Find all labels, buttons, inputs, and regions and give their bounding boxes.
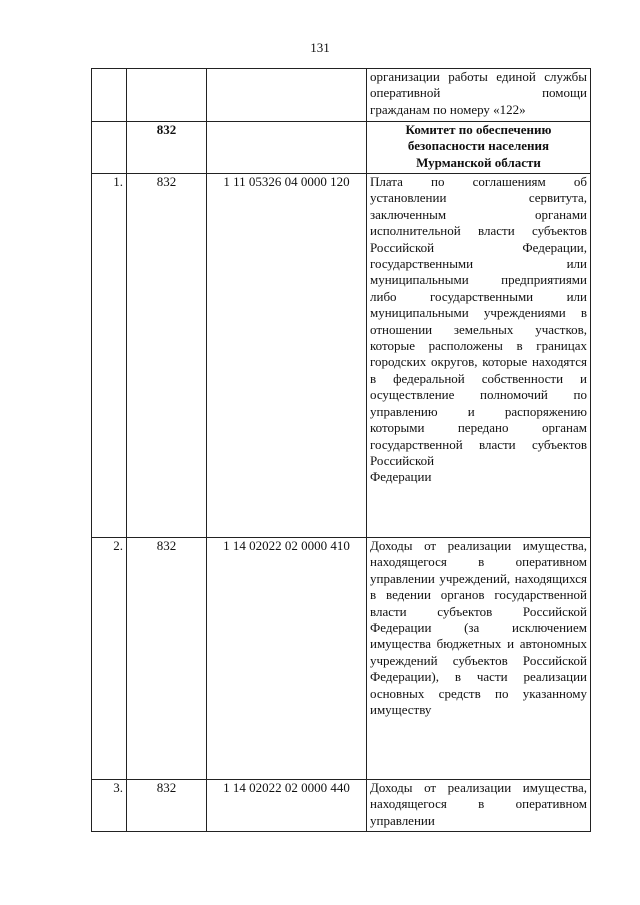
committee-name-line: безопасности населения xyxy=(407,138,550,154)
committee-name xyxy=(367,122,591,174)
table-row xyxy=(92,538,591,780)
admin-code: 832 xyxy=(127,174,207,538)
budget-classification-code: 1 11 05326 04 0000 120 xyxy=(207,174,367,538)
admin-code: 832 xyxy=(127,780,207,832)
revenue-description xyxy=(367,174,591,538)
admin-code: 832 xyxy=(127,122,207,174)
row-number: 1. xyxy=(92,174,127,538)
description-last-line: гражданам по номеру «122» xyxy=(370,101,526,117)
revenue-description xyxy=(367,69,591,122)
row-number: 2. xyxy=(92,538,127,780)
description-text: Плата по соглашениям об установлении сервитута, заключенным органами исполнительной власти субъектов Российской Федерации, государственными или муниципальными предприятиями либо государственными или муниципальными учреждениями в отношении земельных участков, которые расположены в границах городских округов, которые находятся в федеральной собственности и осуществление полномочий по управлению и распоряжению которыми передано органам государственной власти субъектов Российской xyxy=(370,174,587,468)
admin-code: 832 xyxy=(127,538,207,780)
table-row xyxy=(92,69,591,122)
budget-classification-code: 1 14 02022 02 0000 440 xyxy=(207,780,367,832)
description-text: организации работы единой службы оперативной помощи xyxy=(370,69,587,101)
description-text: Доходы от реализации имущества, находящегося в оперативном управлении xyxy=(370,780,587,828)
page-number: 131 xyxy=(310,40,330,55)
budget-classification-code xyxy=(207,69,367,122)
row-number: 3. xyxy=(92,780,127,832)
committee-name-line: Комитет по обеспечению xyxy=(405,122,552,137)
budget-classification-code: 1 14 02022 02 0000 410 xyxy=(207,538,367,780)
description-last-line: Федерации xyxy=(370,469,432,485)
revenue-description xyxy=(367,780,591,832)
budget-classification-code xyxy=(207,122,367,174)
description-text: Доходы от реализации имущества, находящегося в оперативном управлении учреждений, находящихся в ведении органов государственной власти субъектов Российской Федерации (за исключением имущества бюджетных и автономных учреждений субъектов Российской Федерации), в части реализации основных средств по указанному xyxy=(370,538,587,701)
row-number xyxy=(92,122,127,174)
committee-row xyxy=(92,122,591,174)
revenue-codes-table xyxy=(91,68,591,832)
description-last-line: имуществу xyxy=(370,702,432,718)
table-row xyxy=(92,780,591,832)
admin-code xyxy=(127,69,207,122)
revenue-description xyxy=(367,538,591,780)
committee-name-line: Мурманской области xyxy=(416,154,541,170)
table-row xyxy=(92,174,591,538)
row-number xyxy=(92,69,127,122)
